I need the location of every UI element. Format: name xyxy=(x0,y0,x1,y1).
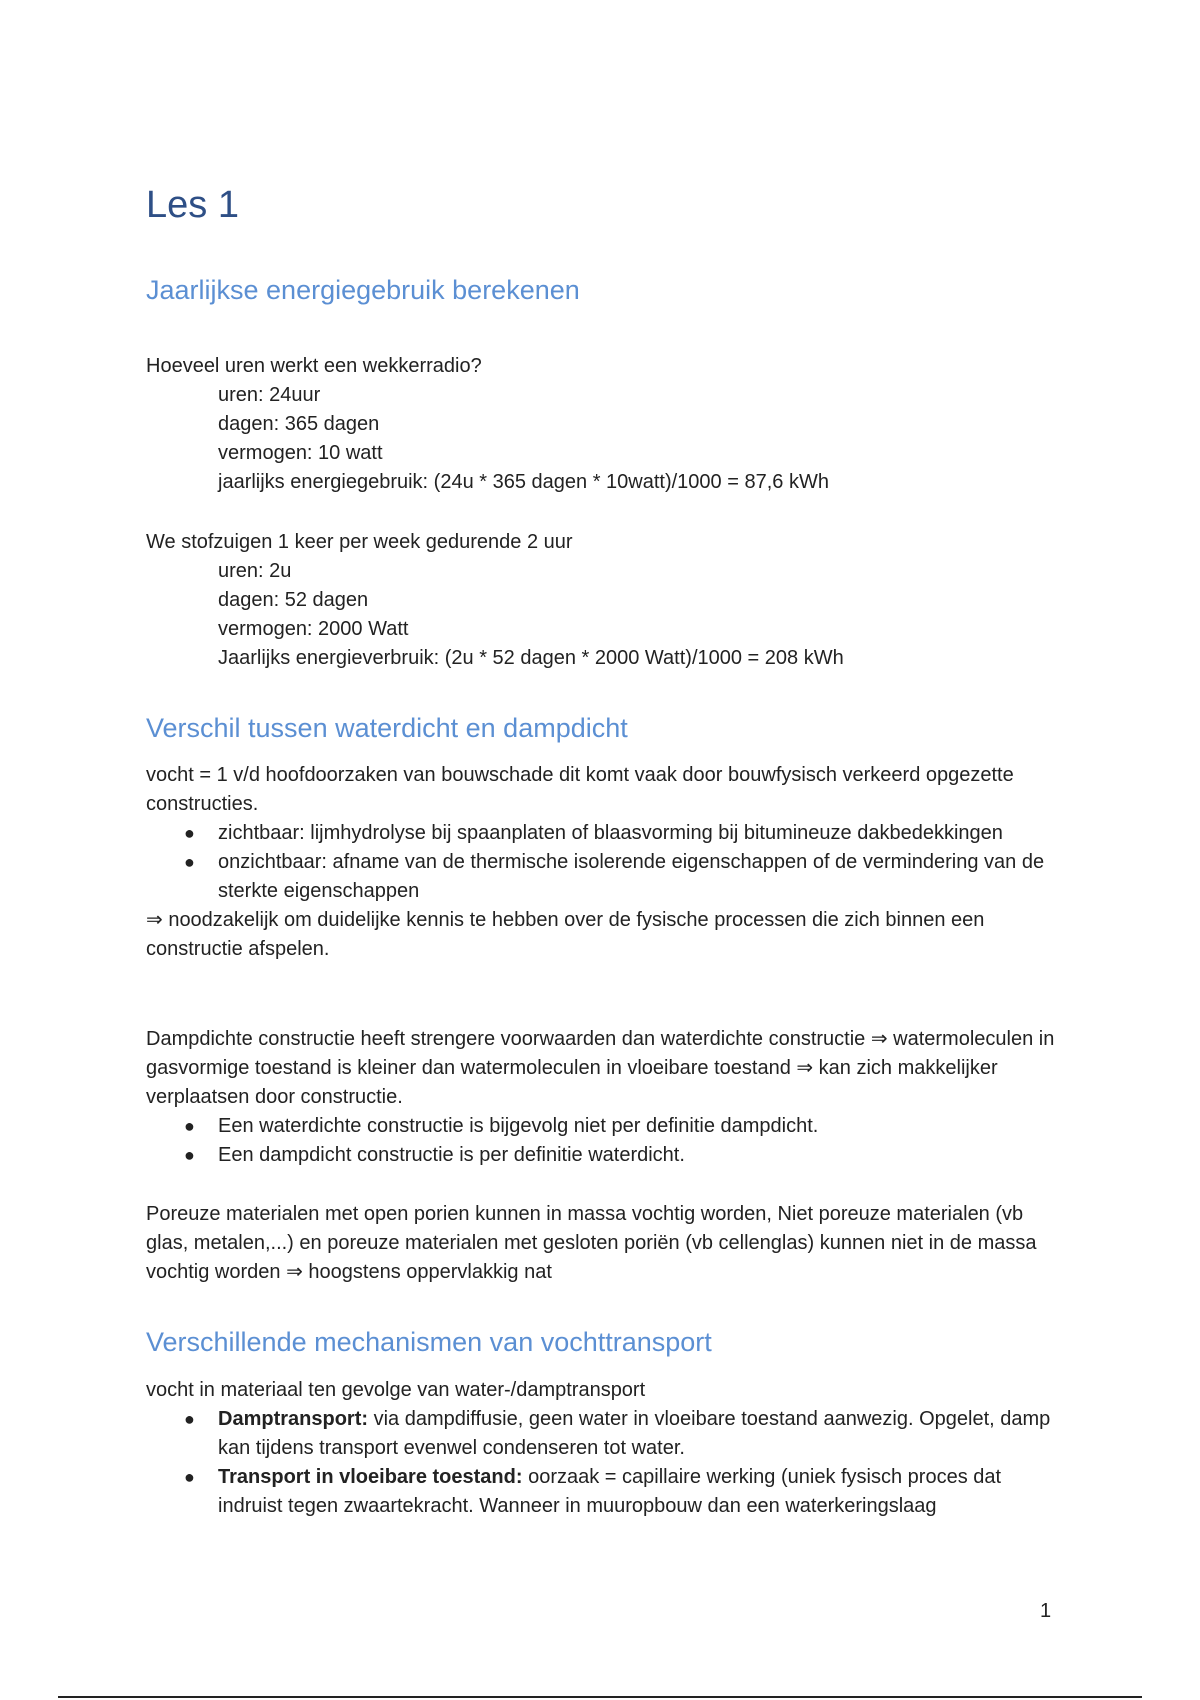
section-moisture xyxy=(146,1327,1066,1358)
section-heading-moisture: Verschillende mechanismen van vochttransport xyxy=(146,1327,712,1357)
bullet-icon: ● xyxy=(184,1409,195,1429)
list-item: ● Een waterdichte constructie is bijgevolg niet per definitie dampdicht. xyxy=(146,1112,1066,1141)
bullet-list xyxy=(146,1405,1066,1521)
list-item: ● Een dampdicht constructie is per definitie waterdicht. xyxy=(146,1141,1066,1170)
paragraph: vocht = 1 v/d hoofdoorzaken van bouwschade dit komt vaak door bouwfysisch verkeerd opgezette constructies. xyxy=(146,764,1014,815)
section-waterproof xyxy=(146,713,1066,744)
list-item: ● onzichtbaar: afname van de thermische isolerende eigenschappen of de vermindering van de sterkte eigenschappen xyxy=(146,848,1066,906)
section-waterproof-body-2 xyxy=(146,1025,1066,1170)
section-heading-waterproof: Verschil tussen waterdicht en dampdicht xyxy=(146,713,628,743)
example-line: vermogen: 2000 Watt xyxy=(218,618,409,640)
paragraph: ⇒ noodzakelijk om duidelijke kennis te hebben over de fysische processen die zich binnen een constructie afspelen. xyxy=(146,909,985,960)
page-number: 1 xyxy=(1040,1600,1052,1622)
bullet-icon: ● xyxy=(184,1145,195,1165)
paragraph: Dampdichte constructie heeft strengere voorwaarden dan waterdichte constructie ⇒ watermoleculen in gasvormige toestand is kleiner dan watermoleculen in vloeibare toestand ⇒ kan zich makkelijker verplaatsen door constructie. xyxy=(146,1028,1055,1108)
example-line: uren: 24uur xyxy=(218,384,321,406)
bullet-list xyxy=(146,1112,1066,1170)
example-line: dagen: 365 dagen xyxy=(218,413,380,435)
example-line: Jaarlijks energieverbruik: (2u * 52 dagen * 2000 Watt)/1000 = 208 kWh xyxy=(218,647,844,669)
paragraph: vocht in materiaal ten gevolge van water-/damptransport xyxy=(146,1379,646,1401)
example-question: We stofzuigen 1 keer per week gedurende 2 uur xyxy=(146,531,573,553)
page-title: Les 1 xyxy=(146,184,239,226)
paragraph: Poreuze materialen met open porien kunnen in massa vochtig worden, Niet poreuze materialen (vb glas, metalen,...) en poreuze materialen met gesloten poriën (vb cellenglas) kunnen niet in de massa vochtig worden ⇒ hoogstens oppervlakkig nat xyxy=(146,1203,1037,1283)
list-item: ● zichtbaar: lijmhydrolyse bij spaanplaten of blaasvorming bij bitumineuze dakbedekkingen xyxy=(146,819,1066,848)
example-line: jaarlijks energiegebruik: (24u * 365 dagen * 10watt)/1000 = 87,6 kWh xyxy=(218,471,829,493)
bullet-list xyxy=(146,819,1066,906)
list-item: ● Damptransport: via dampdiffusie, geen water in vloeibare toestand aanwezig. Opgelet, damp kan tijdens transport evenwel condenseren tot water. xyxy=(146,1405,1066,1463)
list-item: ● Transport in vloeibare toestand: oorzaak = capillaire werking (uniek fysisch proces dat indruist tegen zwaartekracht. Wanneer in muuropbouw dan een waterkeringslaag xyxy=(146,1463,1066,1521)
bullet-icon: ● xyxy=(184,1467,195,1487)
footer-divider xyxy=(58,1696,1142,1698)
example-alarm-radio xyxy=(146,352,1066,497)
example-line: vermogen: 10 watt xyxy=(218,442,383,464)
section-energy xyxy=(146,275,1066,306)
section-waterproof-body-3 xyxy=(146,1200,1066,1287)
section-moisture-body xyxy=(146,1376,1066,1521)
bullet-icon: ● xyxy=(184,823,195,843)
section-waterproof-body xyxy=(146,761,1066,964)
bullet-icon: ● xyxy=(184,852,195,872)
example-line: dagen: 52 dagen xyxy=(218,589,369,611)
example-question: Hoeveel uren werkt een wekkerradio? xyxy=(146,355,482,377)
bullet-icon: ● xyxy=(184,1116,195,1136)
example-line: uren: 2u xyxy=(218,560,292,582)
example-vacuum xyxy=(146,528,1066,673)
section-heading-energy: Jaarlijkse energiegebruik berekenen xyxy=(146,275,580,305)
